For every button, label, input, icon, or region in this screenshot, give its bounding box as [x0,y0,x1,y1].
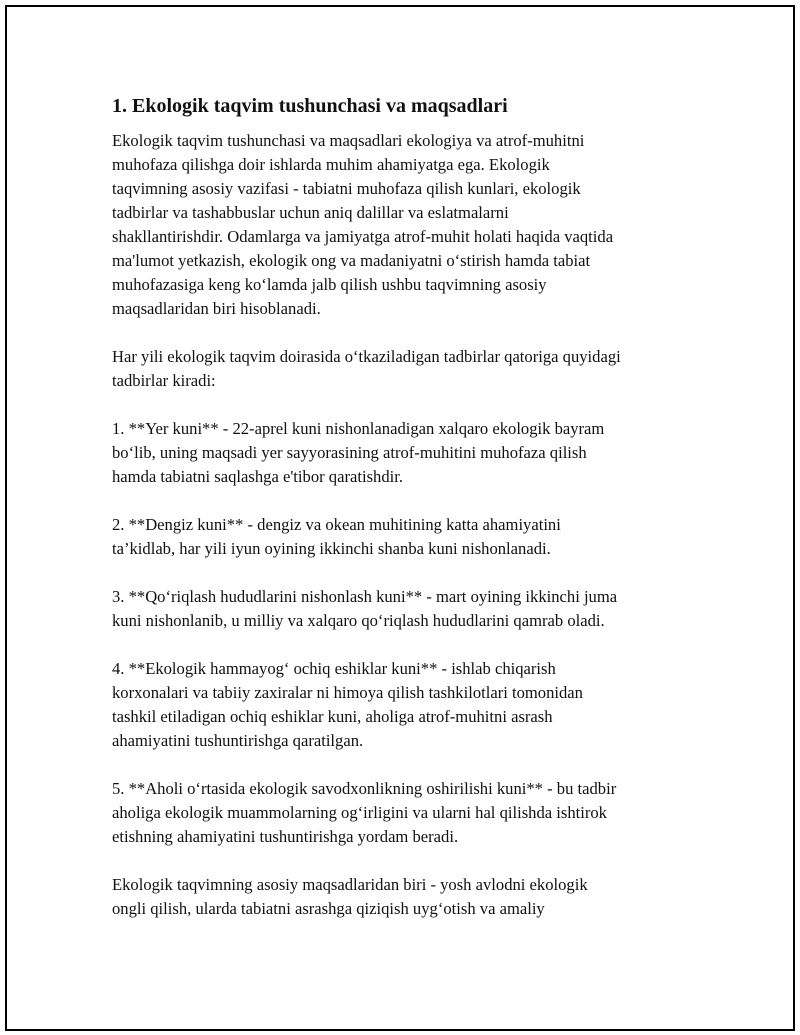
text-line: Ekologik taqvimning asosiy maqsadlaridan biri - yosh avlodni ekologik [112,875,588,894]
text-line: tadbirlar va tashabbuslar uchun aniq dalillar va eslatmalarni [112,203,509,222]
text-line: ongli qilish, ularda tabiatni asrashga qiziqish uyg‘otish va amaliy [112,899,545,918]
text-line: ta’kidlab, har yili iyun oyining ikkinchi shanba kuni nishonlanadi. [112,539,551,558]
paragraph-item-1 [112,417,702,489]
text-line: aholiga ekologik muammolarning og‘irligini va ularni hal qilishda ishtirok [112,803,607,822]
section-heading: 1. Ekologik taqvim tushunchasi va maqsadlari [112,95,508,117]
text-line: 1. **Yer kuni** - 22-aprel kuni nishonlanadigan xalqaro ekologik bayram [112,419,605,438]
text-line: shakllantirishdir. Odamlarga va jamiyatga atrof-muhit holati haqida vaqtida [112,227,614,246]
text-line: kuni nishonlanib, u milliy va xalqaro qo‘riqlash hududlarini qamrab oladi. [112,611,605,630]
text-line: etishning ahamiyatini tushuntirishga yordam beradi. [112,827,459,846]
text-line: 5. **Aholi o‘rtasida ekologik savodxonlikning oshirilishi kuni** - bu tadbir [112,779,617,798]
text-line: 2. **Dengiz kuni** - dengiz va okean muhitining katta ahamiyatini [112,515,561,534]
text-line: Har yili ekologik taqvim doirasida o‘tkaziladigan tadbirlar qatoriga quyidagi [112,347,621,366]
text-line: ahamiyatini tushuntirishga qaratilgan. [112,731,364,750]
text-line: Ekologik taqvim tushunchasi va maqsadlari ekologiya va atrof-muhitni [112,131,585,150]
text-line: tashkil etiladigan ochiq eshiklar kuni, aholiga atrof-muhitni asrash [112,707,553,726]
text-line: muhofazasiga keng ko‘lamda jalb qilish ushbu taqvimning asosiy [112,275,547,294]
text-line: 4. **Ekologik hammayog‘ ochiq eshiklar kuni** - ishlab chiqarish [112,659,556,678]
paragraph-item-4 [112,657,702,753]
text-line: korxonalari va tabiiy zaxiralar ni himoya qilish tashkilotlari tomonidan [112,683,583,702]
text-line: maqsadlaridan biri hisoblanadi. [112,299,321,318]
text-line: hamda tabiatni saqlashga e'tibor qaratishdir. [112,467,403,486]
paragraph-events-intro [112,345,702,393]
paragraph-closing [112,873,702,921]
paragraph-item-3 [112,585,702,633]
text-line: bo‘lib, uning maqsadi yer sayyorasining atrof-muhitini muhofaza qilish [112,443,587,462]
paragraph-item-2 [112,513,702,561]
text-line: tadbirlar kiradi: [112,371,216,390]
paragraph-intro [112,129,702,321]
text-line: ma'lumot yetkazish, ekologik ong va madaniyatni o‘stirish hamda tabiat [112,251,591,270]
text-line: taqvimning asosiy vazifasi - tabiatni muhofaza qilish kunlari, ekologik [112,179,581,198]
text-line: 3. **Qo‘riqlash hududlarini nishonlash kuni** - mart oyining ikkinchi juma [112,587,618,606]
text-line: muhofaza qilishga doir ishlarda muhim ahamiyatga ega. Ekologik [112,155,550,174]
paragraph-item-5 [112,777,702,849]
document-body [112,93,702,945]
